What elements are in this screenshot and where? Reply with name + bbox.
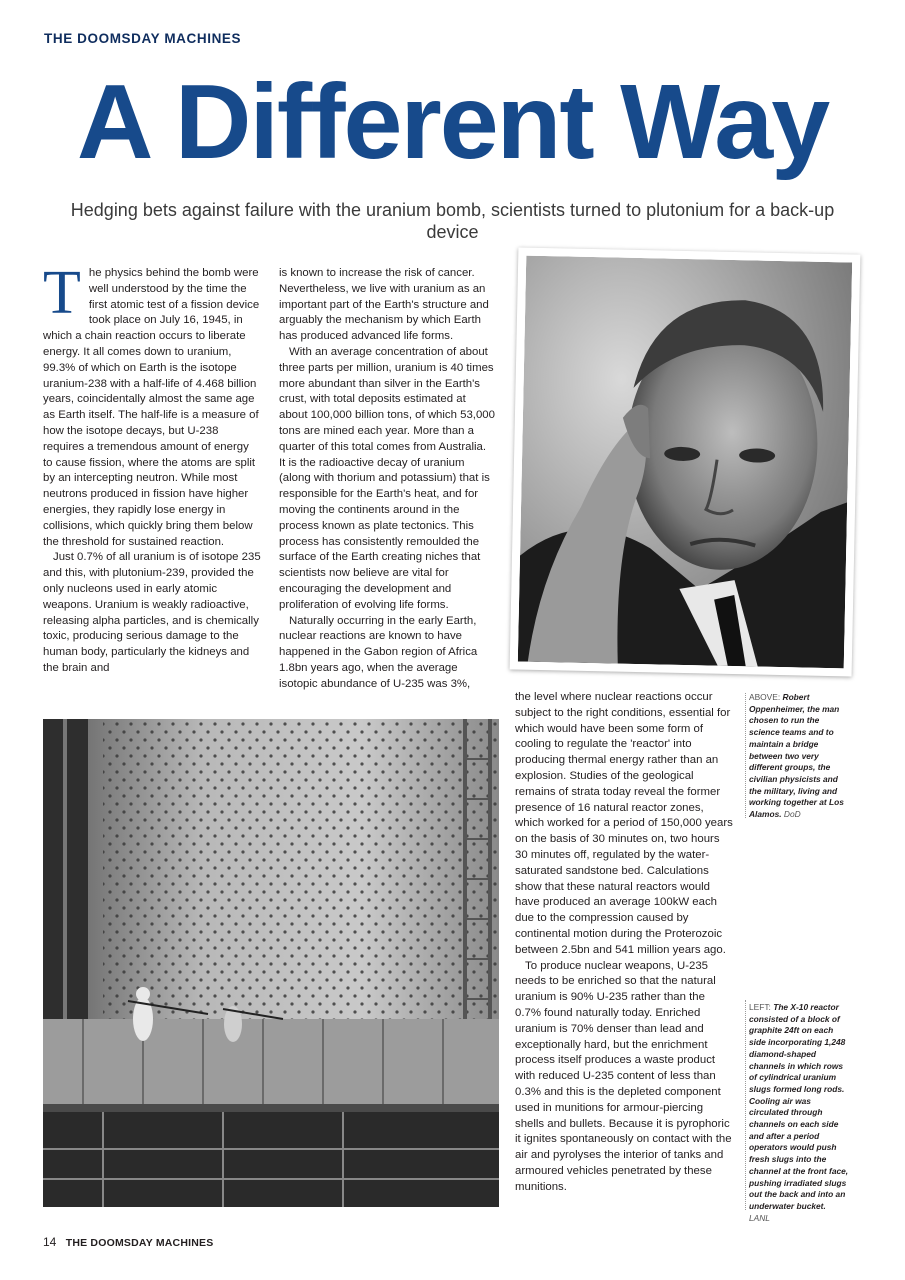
paragraph-text: he physics behind the bomb were well understood by the time the first atomic test of a fission device took place on July 16, 1945, in which a chain reaction occurs to liberate energy. It all comes down to uranium, 99.3% of which on Earth is the isotope uranium-238 with a half-life of 4.468 billion years, coincidentally almost the same age as Earth itself. The half-life is a measure of how the isotope decays, but U-238 requires a tremendous amount of energy to cause fission, where the atoms are split by an intercepting neutron. While most neutrons produced in fission have higher energies, they rapidly lose energy in collisions, which quickly bring them below the threshold for sustained reaction. — [43, 267, 260, 548]
caption-rule — [745, 693, 746, 818]
caption-reactor — [749, 1002, 849, 1224]
paragraph: Naturally occurring in the early Earth, nuclear reactions are known to have happened in the Gabon region of Africa 1.8bn years ago, when the average isotopic abundance of U-235 was 3%, — [279, 614, 478, 690]
paragraph: With an average concentration of about three parts per million, uranium is 40 times more abundant than silver in the Earth's crust, with total deposits estimated at about 100,000 billion tons, of which 53,000 tons are mined each year. More than a quarter of this total comes from Australia. It is the radioactive decay of uranium (along with thorium and potassium) that is responsible for the Earth's heat, and for moving the continents around in the process known as plate tectonics. This process has consistently remoulded the surface of the Earth creating niches that scientists now believe are vital for encouraging the development and proliferation of evolving life forms. — [279, 345, 495, 611]
article-standfirst: Hedging bets against failure with the uranium bomb, scientists turned to plutonium for a back-up device — [70, 200, 835, 242]
caption-oppenheimer — [749, 692, 849, 821]
caption-lead: ABOVE: — [749, 692, 781, 702]
x10-reactor-photo — [43, 719, 499, 1207]
article-column-3 — [515, 690, 733, 1196]
page-number: 14 — [43, 1235, 57, 1249]
drop-cap: T — [43, 259, 81, 327]
paragraph: the level where nuclear reactions occur subject to the right conditions, essential for which would have been some form of cooling to regulate the 'reactor' into producing thermal energy rather than an explosion. Studies of the geological remains of strata today reveal the former presence of 16 natural reactor zones, which worked for a period of 150,000 years on the basis of 30 minutes on, two hours 30 minutes off, regulated by the water-saturated sandstone bed. Calculations show that these natural reactors would have produced an average 100kW each due to the compression caused by continental motion during the Proterozoic between 2.5bn and 541 million years ago. — [515, 691, 733, 956]
page-footer — [43, 1235, 213, 1249]
oppenheimer-portrait-photo — [518, 256, 852, 669]
section-kicker: THE DOOMSDAY MACHINES — [44, 31, 242, 46]
caption-credit: DoD — [783, 809, 801, 820]
article-headline: A Different Way — [76, 63, 829, 181]
caption-rule — [745, 1000, 746, 1210]
caption-text: The X-10 reactor consisted of a block of graphite 24ft on each side incorporating 1,248 diamond-shaped channels in which rows of cylindrical uranium slugs formed long rods. Cooling air was circulated through channels on each side and after a period operators would push fresh slugs into the channel at the front face, pushing irradiated slugs out the back and into an underwater bucket. — [749, 1002, 849, 1211]
portrait-photo-frame — [510, 247, 861, 676]
paragraph: Just 0.7% of all uranium is of isotope 235 and this, with plutonium-239, provided the only nucleons used in early atomic weapons. Uranium is weakly radioactive, releasing alpha particles, and is chemically toxic, producing serious damage to the human body, particularly the kidneys and the brain and — [43, 551, 261, 674]
caption-lead: LEFT: — [749, 1002, 771, 1012]
paragraph — [43, 259, 261, 550]
article-column-1 — [43, 259, 261, 677]
paragraph: is known to increase the risk of cancer. Nevertheless, we live with uranium as an important part of the Earth's structure and arguably the mechanism by which Earth has produced advanced life forms. — [279, 267, 489, 343]
caption-credit: LANL — [749, 1212, 770, 1223]
footer-title: THE DOOMSDAY MACHINES — [65, 1237, 214, 1249]
paragraph: To produce nuclear weapons, U-235 needs to be enriched so that the natural uranium is 90% U-235 rather than the 0.7% found naturally today. Enriched uranium is 70% denser than lead and exceptionally hard, but the enrichment process itself produces a waste product with reduced U-235 content of less than 0.3% and this is the depleted component used in munitions for armour-piercing shells and bullets. Because it is pyrophoric it ignites spontaneously on contact with the air and pyrolyses the interior of tanks and armoured vehicles penetrated by these munitions. — [515, 959, 732, 1193]
article-column-2 — [279, 266, 495, 693]
caption-text: Robert Oppenheimer, the man chosen to run the science teams and to maintain a bridge between two very different groups, the civilian physicists and the military, living and working together at Los Alamos. — [749, 692, 844, 820]
